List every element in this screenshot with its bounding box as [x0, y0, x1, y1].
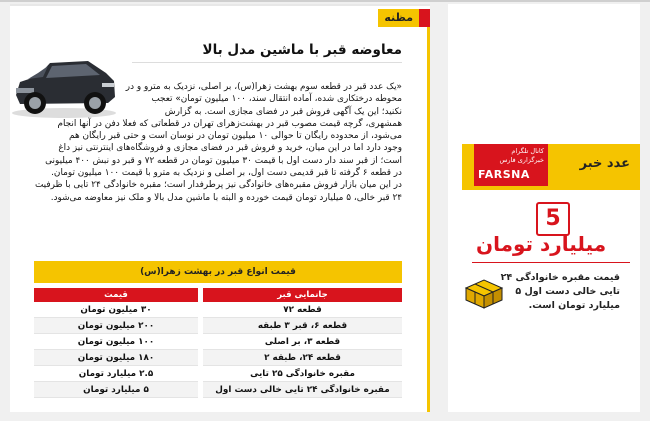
cell-price: ۲.۵ میلیارد تومان — [34, 366, 198, 382]
infobox-panel — [448, 4, 640, 412]
section-red-marker — [419, 9, 430, 27]
table-row — [34, 366, 402, 382]
price-table — [34, 261, 402, 398]
number-description: قیمت مقبره خانوادگی ۲۴ تایی خالی دست اول ۵ میلیارد تومان است. — [500, 272, 620, 311]
paragraph-line: در قطعه ۶ گرفته تا قبر قدیمی دست اول، بر اصلی و نزدیک به مترو با قیمت ۱۰۰ میلیون تومان. — [51, 168, 402, 179]
paragraph-line: وجود دارد اما در این میان، خرید و فروش قبر در فضای مجازی و فروشگاه‌های اینترنتی نیز داغ — [58, 143, 402, 154]
top-border — [0, 0, 650, 2]
column-header-type: جانمایی قبر — [203, 288, 402, 302]
paragraph-line: نکنید؛ این یک آگهی فروش قبر در فضای مجازی است. به گزارش — [164, 106, 402, 117]
caption-underline — [472, 262, 630, 263]
table-row — [34, 350, 402, 366]
paragraph-line: می‌شود، از محدوده رایگان تا حوالی ۱۰ میلیون تومان در نوسان است و حتی قبر رایگان هم — [69, 131, 402, 142]
table-row — [34, 382, 402, 398]
infobox-header — [462, 144, 640, 190]
article-panel — [10, 4, 430, 412]
cell-price: ۱۸۰ میلیون تومان — [34, 350, 198, 366]
number-caption: میلیارد تومان — [476, 232, 607, 256]
article-title: معاوضه قبر با ماشین مدل بالا — [202, 42, 402, 58]
cell-type: قطعه ۲۴، طبقه ۲ — [203, 350, 402, 366]
brand-line-1: کانال تلگرام — [511, 147, 544, 155]
table-body — [34, 302, 402, 398]
table-header-row — [34, 288, 402, 302]
farsna-badge — [474, 144, 548, 186]
paragraph-line: است؛ از قبر سند دار دست اول با قیمت ۳۰ میلیون تومان در قطعه ۷۲ و قبر دو نبش ۴۰۰ میلیونی — [45, 155, 402, 166]
article-top-line — [10, 4, 430, 6]
number-figure: 5 — [536, 202, 570, 236]
table-row — [34, 302, 402, 318]
paragraph-line: «یک عدد قبر در قطعه سوم بهشت زهرا(س)، بر اصلی، نزدیک به مترو و در — [125, 82, 402, 92]
paragraph-line: ۲۴ قبر خالی، ۵ میلیارد تومان قیمت خورده و البته با ماشین مدل بالا و ملک نیز معاوضه می‌شود. — [50, 192, 402, 203]
article-body — [22, 81, 402, 204]
cell-price: ۳۰ میلیون تومان — [34, 302, 198, 318]
paragraph-line: در این میان بازار فروش مقبره‌های خانوادگی نیز پرطرفدار است؛ مقبره خانوادگی ۲۴ تایی با ظرفیت — [34, 180, 402, 191]
cell-price: ۲۰۰ میلیون تومان — [34, 318, 198, 334]
cell-price: ۵ میلیارد تومان — [34, 382, 198, 398]
table-row — [34, 334, 402, 350]
brand-line-2: خبرگزاری فارس — [499, 156, 544, 164]
title-divider — [132, 62, 402, 63]
infobox-heading: عدد خبر — [579, 156, 630, 171]
table-row — [34, 318, 402, 334]
table-title: قیمت انواع قبر در بهشت زهرا(س) — [34, 261, 402, 283]
cell-type: مقبره خانوادگی ۲۴ تایی خالی دست اول — [203, 382, 402, 398]
column-header-price: قیمت — [34, 288, 198, 302]
cell-price: ۱۰۰ میلیون تومان — [34, 334, 198, 350]
section-tag: مظنه — [378, 9, 419, 27]
cell-type: مقبره خانوادگی ۲۵ تایی — [203, 366, 402, 382]
cell-type: قطعه ۶، قبر ۳ طبقه — [203, 318, 402, 334]
paragraph-line: محوطه درختکاری شده، آماده انتقال سند، ۱۰۰ میلیون تومان» تعجب — [151, 94, 402, 105]
paragraph-line: همشهری، گرچه قیمت مصوب قبر در بهشت‌زهرای تهران در قطعاتی که فعلا دفن در آنها انجام — [57, 118, 402, 129]
cell-type: قطعه ۳، بر اصلی — [203, 334, 402, 350]
tombs-icon — [462, 274, 506, 312]
side-accent-bar — [427, 27, 430, 412]
cell-type: قطعه ۷۲ — [203, 302, 402, 318]
brand-name: FARSNA — [478, 168, 530, 181]
